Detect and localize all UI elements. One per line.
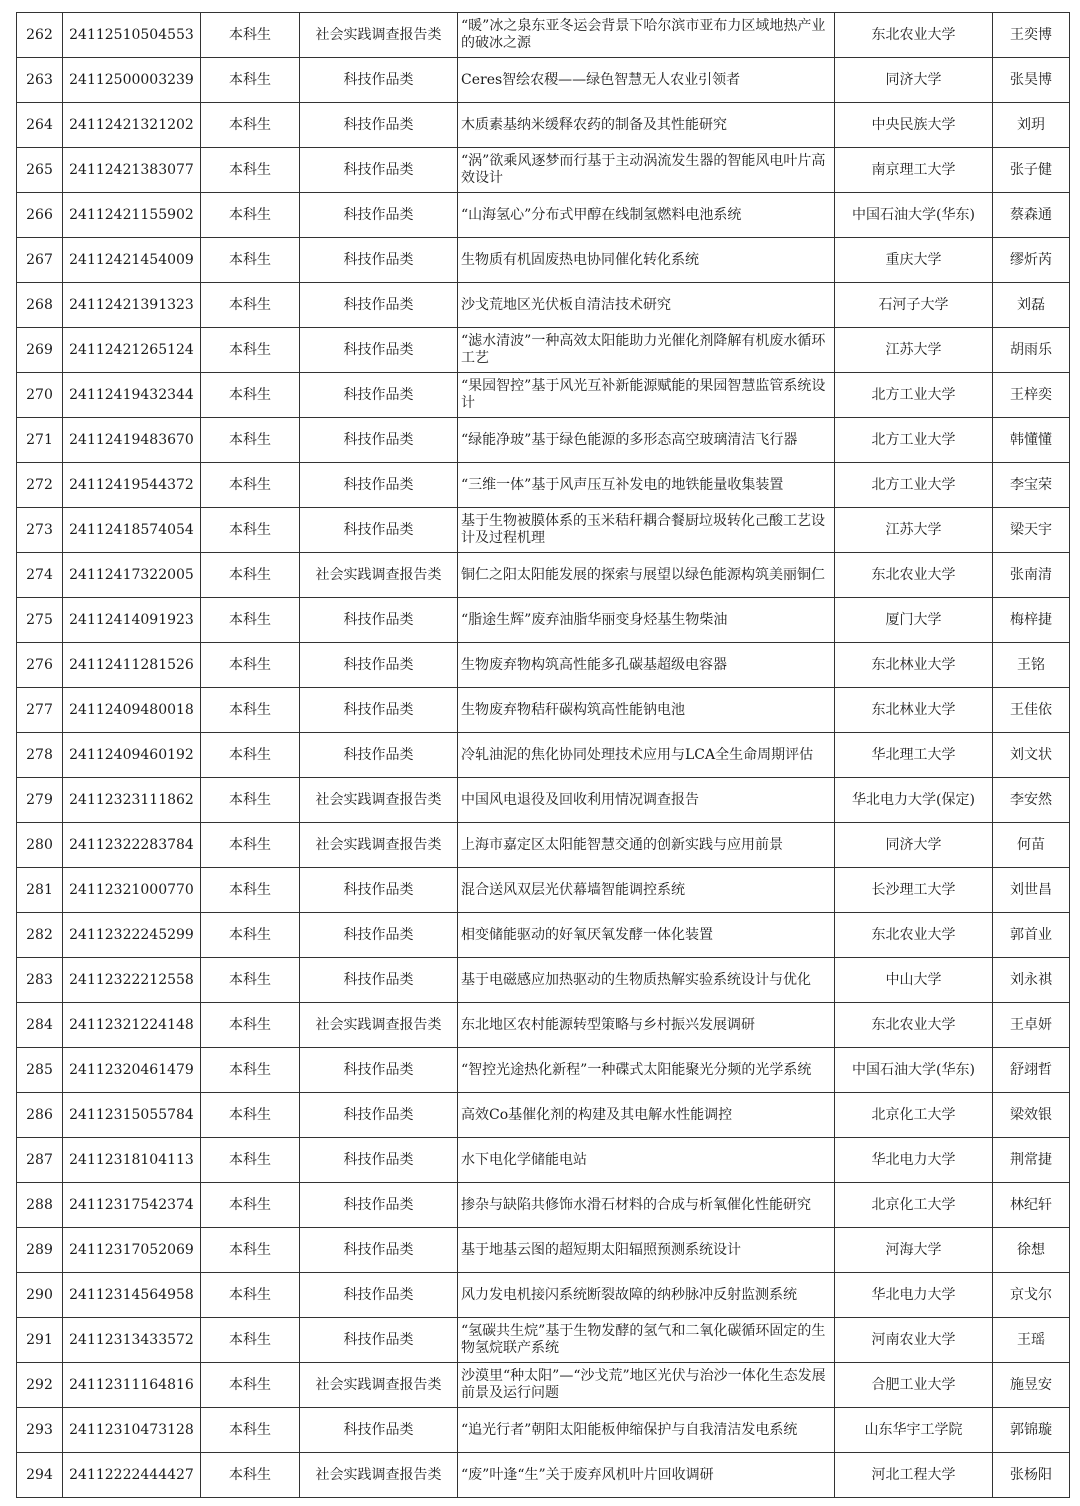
- student-level-cell: 本科生: [201, 238, 300, 283]
- row-number-cell: 273: [17, 508, 63, 553]
- project-title-cell: “山海氢心”分布式甲醇在线制氢燃料电池系统: [458, 193, 835, 238]
- leader-name-cell: 李安然: [993, 778, 1070, 823]
- leader-name-cell: 梁天宇: [993, 508, 1070, 553]
- school-cell: 华北电力大学: [835, 1273, 993, 1318]
- category-cell: 科技作品类: [300, 283, 458, 328]
- category-cell: 科技作品类: [300, 913, 458, 958]
- project-title-cell: “滤水清波”一种高效太阳能助力光催化剂降解有机废水循环工艺: [458, 328, 835, 373]
- student-level-cell: 本科生: [201, 508, 300, 553]
- school-cell: 厦门大学: [835, 598, 993, 643]
- category-cell: 社会实践调查报告类: [300, 1453, 458, 1498]
- table-row: [17, 1228, 1070, 1273]
- table-row: [17, 823, 1070, 868]
- student-level-cell: 本科生: [201, 643, 300, 688]
- row-number-cell: 265: [17, 148, 63, 193]
- category-cell: 科技作品类: [300, 733, 458, 778]
- row-number-cell: 278: [17, 733, 63, 778]
- student-level-cell: 本科生: [201, 1273, 300, 1318]
- leader-name-cell: 王卓妍: [993, 1003, 1070, 1048]
- school-cell: 河海大学: [835, 1228, 993, 1273]
- project-id-cell: 24112419483670: [63, 418, 201, 463]
- project-id-cell: 24112417322005: [63, 553, 201, 598]
- student-level-cell: 本科生: [201, 193, 300, 238]
- project-id-cell: 24112510504553: [63, 13, 201, 58]
- category-cell: 科技作品类: [300, 643, 458, 688]
- category-cell: 科技作品类: [300, 463, 458, 508]
- school-cell: 北京化工大学: [835, 1183, 993, 1228]
- school-cell: 南京理工大学: [835, 148, 993, 193]
- school-cell: 华北理工大学: [835, 733, 993, 778]
- leader-name-cell: 王瑶: [993, 1318, 1070, 1363]
- student-level-cell: 本科生: [201, 688, 300, 733]
- project-title-cell: 沙戈荒地区光伏板自清洁技术研究: [458, 283, 835, 328]
- school-cell: 华北电力大学(保定): [835, 778, 993, 823]
- student-level-cell: 本科生: [201, 283, 300, 328]
- leader-name-cell: 刘世昌: [993, 868, 1070, 913]
- project-id-cell: 24112419544372: [63, 463, 201, 508]
- project-id-cell: 24112421383077: [63, 148, 201, 193]
- student-level-cell: 本科生: [201, 148, 300, 193]
- table-row: [17, 1318, 1070, 1363]
- table-row: [17, 463, 1070, 508]
- student-level-cell: 本科生: [201, 1453, 300, 1498]
- row-number-cell: 274: [17, 553, 63, 598]
- project-title-cell: “智控光途热化新程”一种碟式太阳能聚光分频的光学系统: [458, 1048, 835, 1093]
- student-level-cell: 本科生: [201, 1138, 300, 1183]
- table-row: [17, 868, 1070, 913]
- category-cell: 社会实践调查报告类: [300, 13, 458, 58]
- project-title-cell: 东北地区农村能源转型策略与乡村振兴发展调研: [458, 1003, 835, 1048]
- leader-name-cell: 京戈尔: [993, 1273, 1070, 1318]
- school-cell: 东北农业大学: [835, 1003, 993, 1048]
- category-cell: 科技作品类: [300, 58, 458, 103]
- row-number-cell: 271: [17, 418, 63, 463]
- school-cell: 重庆大学: [835, 238, 993, 283]
- category-cell: 科技作品类: [300, 1048, 458, 1093]
- table-row: [17, 508, 1070, 553]
- school-cell: 东北农业大学: [835, 13, 993, 58]
- project-title-cell: 生物质有机固废热电协同催化转化系统: [458, 238, 835, 283]
- project-title-cell: “脂途生辉”废弃油脂华丽变身烃基生物柴油: [458, 598, 835, 643]
- project-id-cell: 24112323111862: [63, 778, 201, 823]
- category-cell: 科技作品类: [300, 1408, 458, 1453]
- category-cell: 科技作品类: [300, 1318, 458, 1363]
- row-number-cell: 289: [17, 1228, 63, 1273]
- student-level-cell: 本科生: [201, 598, 300, 643]
- leader-name-cell: 刘玥: [993, 103, 1070, 148]
- category-cell: 科技作品类: [300, 508, 458, 553]
- category-cell: 科技作品类: [300, 148, 458, 193]
- project-title-cell: “绿能净玻”基于绿色能源的多形态高空玻璃清洁飞行器: [458, 418, 835, 463]
- table-row: [17, 1453, 1070, 1498]
- leader-name-cell: 刘永祺: [993, 958, 1070, 1003]
- row-number-cell: 292: [17, 1363, 63, 1408]
- table-row: [17, 328, 1070, 373]
- school-cell: 中央民族大学: [835, 103, 993, 148]
- table-row: [17, 1093, 1070, 1138]
- category-cell: 社会实践调查报告类: [300, 553, 458, 598]
- project-title-cell: 上海市嘉定区太阳能智慧交通的创新实践与应用前景: [458, 823, 835, 868]
- student-level-cell: 本科生: [201, 1003, 300, 1048]
- leader-name-cell: 蔡森通: [993, 193, 1070, 238]
- leader-name-cell: 施昱安: [993, 1363, 1070, 1408]
- leader-name-cell: 王铭: [993, 643, 1070, 688]
- category-cell: 科技作品类: [300, 868, 458, 913]
- project-title-cell: 基于电磁感应加热驱动的生物质热解实验系统设计与优化: [458, 958, 835, 1003]
- project-title-cell: 铜仁之阳太阳能发展的探索与展望以绿色能源构筑美丽铜仁: [458, 553, 835, 598]
- student-level-cell: 本科生: [201, 103, 300, 148]
- table-row: [17, 1273, 1070, 1318]
- row-number-cell: 277: [17, 688, 63, 733]
- category-cell: 社会实践调查报告类: [300, 1003, 458, 1048]
- table-row: [17, 688, 1070, 733]
- project-id-cell: 24112322212558: [63, 958, 201, 1003]
- table-row: [17, 913, 1070, 958]
- leader-name-cell: 林纪轩: [993, 1183, 1070, 1228]
- student-level-cell: 本科生: [201, 823, 300, 868]
- school-cell: 河南农业大学: [835, 1318, 993, 1363]
- school-cell: 东北农业大学: [835, 913, 993, 958]
- school-cell: 中山大学: [835, 958, 993, 1003]
- table-row: [17, 1408, 1070, 1453]
- project-id-cell: 24112317052069: [63, 1228, 201, 1273]
- project-id-cell: 24112322283784: [63, 823, 201, 868]
- leader-name-cell: 胡雨乐: [993, 328, 1070, 373]
- row-number-cell: 267: [17, 238, 63, 283]
- school-cell: 同济大学: [835, 58, 993, 103]
- category-cell: 科技作品类: [300, 688, 458, 733]
- leader-name-cell: 王奕博: [993, 13, 1070, 58]
- project-title-cell: 沙漠里“种太阳”—“沙戈荒”地区光伏与治沙一体化生态发展前景及运行问题: [458, 1363, 835, 1408]
- project-title-cell: 生物废弃物构筑高性能多孔碳基超级电容器: [458, 643, 835, 688]
- results-table-sheet: [16, 12, 1069, 1498]
- leader-name-cell: 韩懂懂: [993, 418, 1070, 463]
- school-cell: 合肥工业大学: [835, 1363, 993, 1408]
- table-row: [17, 283, 1070, 328]
- project-id-cell: 24112414091923: [63, 598, 201, 643]
- project-title-cell: 水下电化学储能电站: [458, 1138, 835, 1183]
- row-number-cell: 272: [17, 463, 63, 508]
- project-title-cell: “三维一体”基于风声压互补发电的地铁能量收集装置: [458, 463, 835, 508]
- project-title-cell: 基于生物被膜体系的玉米秸秆耦合餐厨垃圾转化己酸工艺设计及过程机理: [458, 508, 835, 553]
- row-number-cell: 291: [17, 1318, 63, 1363]
- table-row: [17, 373, 1070, 418]
- category-cell: 科技作品类: [300, 103, 458, 148]
- project-id-cell: 24112317542374: [63, 1183, 201, 1228]
- row-number-cell: 262: [17, 13, 63, 58]
- category-cell: 科技作品类: [300, 193, 458, 238]
- school-cell: 北京化工大学: [835, 1093, 993, 1138]
- school-cell: 东北农业大学: [835, 553, 993, 598]
- table-row: [17, 1138, 1070, 1183]
- school-cell: 东北林业大学: [835, 688, 993, 733]
- row-number-cell: 268: [17, 283, 63, 328]
- project-title-cell: 基于地基云图的超短期太阳辐照预测系统设计: [458, 1228, 835, 1273]
- project-id-cell: 24112310473128: [63, 1408, 201, 1453]
- project-title-cell: 木质素基纳米缓释农药的制备及其性能研究: [458, 103, 835, 148]
- category-cell: 社会实践调查报告类: [300, 1363, 458, 1408]
- project-id-cell: 24112421454009: [63, 238, 201, 283]
- category-cell: 社会实践调查报告类: [300, 778, 458, 823]
- project-id-cell: 24112311164816: [63, 1363, 201, 1408]
- row-number-cell: 285: [17, 1048, 63, 1093]
- category-cell: 科技作品类: [300, 958, 458, 1003]
- school-cell: 北方工业大学: [835, 373, 993, 418]
- school-cell: 北方工业大学: [835, 463, 993, 508]
- row-number-cell: 275: [17, 598, 63, 643]
- school-cell: 江苏大学: [835, 508, 993, 553]
- leader-name-cell: 张南清: [993, 553, 1070, 598]
- results-table: [16, 12, 1070, 1498]
- row-number-cell: 290: [17, 1273, 63, 1318]
- project-title-cell: 冷轧油泥的焦化协同处理技术应用与LCA全生命周期评估: [458, 733, 835, 778]
- leader-name-cell: 张昊博: [993, 58, 1070, 103]
- table-row: [17, 1183, 1070, 1228]
- school-cell: 同济大学: [835, 823, 993, 868]
- table-row: [17, 418, 1070, 463]
- student-level-cell: 本科生: [201, 418, 300, 463]
- row-number-cell: 294: [17, 1453, 63, 1498]
- project-id-cell: 24112321224148: [63, 1003, 201, 1048]
- student-level-cell: 本科生: [201, 1318, 300, 1363]
- leader-name-cell: 张子健: [993, 148, 1070, 193]
- leader-name-cell: 梅梓捷: [993, 598, 1070, 643]
- row-number-cell: 266: [17, 193, 63, 238]
- category-cell: 科技作品类: [300, 418, 458, 463]
- category-cell: 科技作品类: [300, 1093, 458, 1138]
- project-title-cell: 掺杂与缺陷共修饰水滑石材料的合成与析氧催化性能研究: [458, 1183, 835, 1228]
- row-number-cell: 264: [17, 103, 63, 148]
- project-id-cell: 24112321000770: [63, 868, 201, 913]
- leader-name-cell: 李宝荣: [993, 463, 1070, 508]
- leader-name-cell: 张杨阳: [993, 1453, 1070, 1498]
- leader-name-cell: 郭锦璇: [993, 1408, 1070, 1453]
- leader-name-cell: 何苗: [993, 823, 1070, 868]
- leader-name-cell: 梁效银: [993, 1093, 1070, 1138]
- row-number-cell: 280: [17, 823, 63, 868]
- project-id-cell: 24112421265124: [63, 328, 201, 373]
- row-number-cell: 293: [17, 1408, 63, 1453]
- project-title-cell: “追光行者”朝阳太阳能板伸缩保护与自我清洁发电系统: [458, 1408, 835, 1453]
- category-cell: 科技作品类: [300, 1183, 458, 1228]
- leader-name-cell: 刘磊: [993, 283, 1070, 328]
- table-row: [17, 958, 1070, 1003]
- project-id-cell: 24112315055784: [63, 1093, 201, 1138]
- project-id-cell: 24112314564958: [63, 1273, 201, 1318]
- category-cell: 科技作品类: [300, 598, 458, 643]
- student-level-cell: 本科生: [201, 463, 300, 508]
- leader-name-cell: 王梓奕: [993, 373, 1070, 418]
- project-id-cell: 24112222444427: [63, 1453, 201, 1498]
- project-id-cell: 24112421321202: [63, 103, 201, 148]
- student-level-cell: 本科生: [201, 913, 300, 958]
- student-level-cell: 本科生: [201, 553, 300, 598]
- table-row: [17, 643, 1070, 688]
- project-title-cell: Ceres智绘农稷——绿色智慧无人农业引领者: [458, 58, 835, 103]
- table-body: [17, 13, 1070, 1498]
- table-row: [17, 13, 1070, 58]
- table-row: [17, 553, 1070, 598]
- row-number-cell: 276: [17, 643, 63, 688]
- student-level-cell: 本科生: [201, 733, 300, 778]
- school-cell: 河北工程大学: [835, 1453, 993, 1498]
- project-id-cell: 24112411281526: [63, 643, 201, 688]
- row-number-cell: 282: [17, 913, 63, 958]
- student-level-cell: 本科生: [201, 1408, 300, 1453]
- student-level-cell: 本科生: [201, 1093, 300, 1138]
- school-cell: 华北电力大学: [835, 1138, 993, 1183]
- student-level-cell: 本科生: [201, 1048, 300, 1093]
- row-number-cell: 288: [17, 1183, 63, 1228]
- leader-name-cell: 舒翊哲: [993, 1048, 1070, 1093]
- leader-name-cell: 徐想: [993, 1228, 1070, 1273]
- student-level-cell: 本科生: [201, 13, 300, 58]
- category-cell: 科技作品类: [300, 238, 458, 283]
- school-cell: 中国石油大学(华东): [835, 1048, 993, 1093]
- project-title-cell: “涡”欲乘风逐梦而行基于主动涡流发生器的智能风电叶片高效设计: [458, 148, 835, 193]
- project-title-cell: “暖”冰之泉东亚冬运会背景下哈尔滨市亚布力区域地热产业的破冰之源: [458, 13, 835, 58]
- project-id-cell: 24112421391323: [63, 283, 201, 328]
- table-row: [17, 778, 1070, 823]
- project-title-cell: 生物废弃物秸秆碳构筑高性能钠电池: [458, 688, 835, 733]
- student-level-cell: 本科生: [201, 1228, 300, 1273]
- student-level-cell: 本科生: [201, 58, 300, 103]
- project-title-cell: “果园智控”基于风光互补新能源赋能的果园智慧监管系统设计: [458, 373, 835, 418]
- project-id-cell: 24112409460192: [63, 733, 201, 778]
- project-id-cell: 24112409480018: [63, 688, 201, 733]
- table-row: [17, 193, 1070, 238]
- student-level-cell: 本科生: [201, 1363, 300, 1408]
- project-id-cell: 24112421155902: [63, 193, 201, 238]
- row-number-cell: 284: [17, 1003, 63, 1048]
- row-number-cell: 279: [17, 778, 63, 823]
- category-cell: 社会实践调查报告类: [300, 823, 458, 868]
- student-level-cell: 本科生: [201, 373, 300, 418]
- project-id-cell: 24112318104113: [63, 1138, 201, 1183]
- table-row: [17, 148, 1070, 193]
- table-row: [17, 103, 1070, 148]
- table-row: [17, 238, 1070, 283]
- category-cell: 科技作品类: [300, 328, 458, 373]
- category-cell: 科技作品类: [300, 1138, 458, 1183]
- category-cell: 科技作品类: [300, 1228, 458, 1273]
- table-row: [17, 733, 1070, 778]
- leader-name-cell: 郭首业: [993, 913, 1070, 958]
- category-cell: 科技作品类: [300, 373, 458, 418]
- project-id-cell: 24112322245299: [63, 913, 201, 958]
- project-id-cell: 24112320461479: [63, 1048, 201, 1093]
- project-title-cell: 高效Co基催化剂的构建及其电解水性能调控: [458, 1093, 835, 1138]
- school-cell: 东北林业大学: [835, 643, 993, 688]
- table-row: [17, 1003, 1070, 1048]
- project-title-cell: 风力发电机接闪系统断裂故障的纳秒脉冲反射监测系统: [458, 1273, 835, 1318]
- row-number-cell: 269: [17, 328, 63, 373]
- table-row: [17, 58, 1070, 103]
- category-cell: 科技作品类: [300, 1273, 458, 1318]
- school-cell: 山东华宇工学院: [835, 1408, 993, 1453]
- project-title-cell: “废”叶逢“生”关于废弃风机叶片回收调研: [458, 1453, 835, 1498]
- school-cell: 长沙理工大学: [835, 868, 993, 913]
- table-row: [17, 598, 1070, 643]
- row-number-cell: 283: [17, 958, 63, 1003]
- leader-name-cell: 王佳依: [993, 688, 1070, 733]
- student-level-cell: 本科生: [201, 958, 300, 1003]
- student-level-cell: 本科生: [201, 778, 300, 823]
- row-number-cell: 286: [17, 1093, 63, 1138]
- student-level-cell: 本科生: [201, 868, 300, 913]
- student-level-cell: 本科生: [201, 328, 300, 373]
- project-title-cell: 混合送风双层光伏幕墙智能调控系统: [458, 868, 835, 913]
- table-row: [17, 1048, 1070, 1093]
- school-cell: 石河子大学: [835, 283, 993, 328]
- leader-name-cell: 荆常捷: [993, 1138, 1070, 1183]
- project-id-cell: 24112313433572: [63, 1318, 201, 1363]
- project-id-cell: 24112419432344: [63, 373, 201, 418]
- row-number-cell: 281: [17, 868, 63, 913]
- school-cell: 江苏大学: [835, 328, 993, 373]
- project-id-cell: 24112418574054: [63, 508, 201, 553]
- row-number-cell: 263: [17, 58, 63, 103]
- school-cell: 北方工业大学: [835, 418, 993, 463]
- project-title-cell: “氢碳共生烷”基于生物发酵的氢气和二氧化碳循环固定的生物氢烷联产系统: [458, 1318, 835, 1363]
- leader-name-cell: 缪炘芮: [993, 238, 1070, 283]
- school-cell: 中国石油大学(华东): [835, 193, 993, 238]
- row-number-cell: 270: [17, 373, 63, 418]
- project-id-cell: 24112500003239: [63, 58, 201, 103]
- row-number-cell: 287: [17, 1138, 63, 1183]
- table-row: [17, 1363, 1070, 1408]
- student-level-cell: 本科生: [201, 1183, 300, 1228]
- project-title-cell: 中国风电退役及回收利用情况调查报告: [458, 778, 835, 823]
- project-title-cell: 相变储能驱动的好氧厌氧发酵一体化装置: [458, 913, 835, 958]
- leader-name-cell: 刘文状: [993, 733, 1070, 778]
